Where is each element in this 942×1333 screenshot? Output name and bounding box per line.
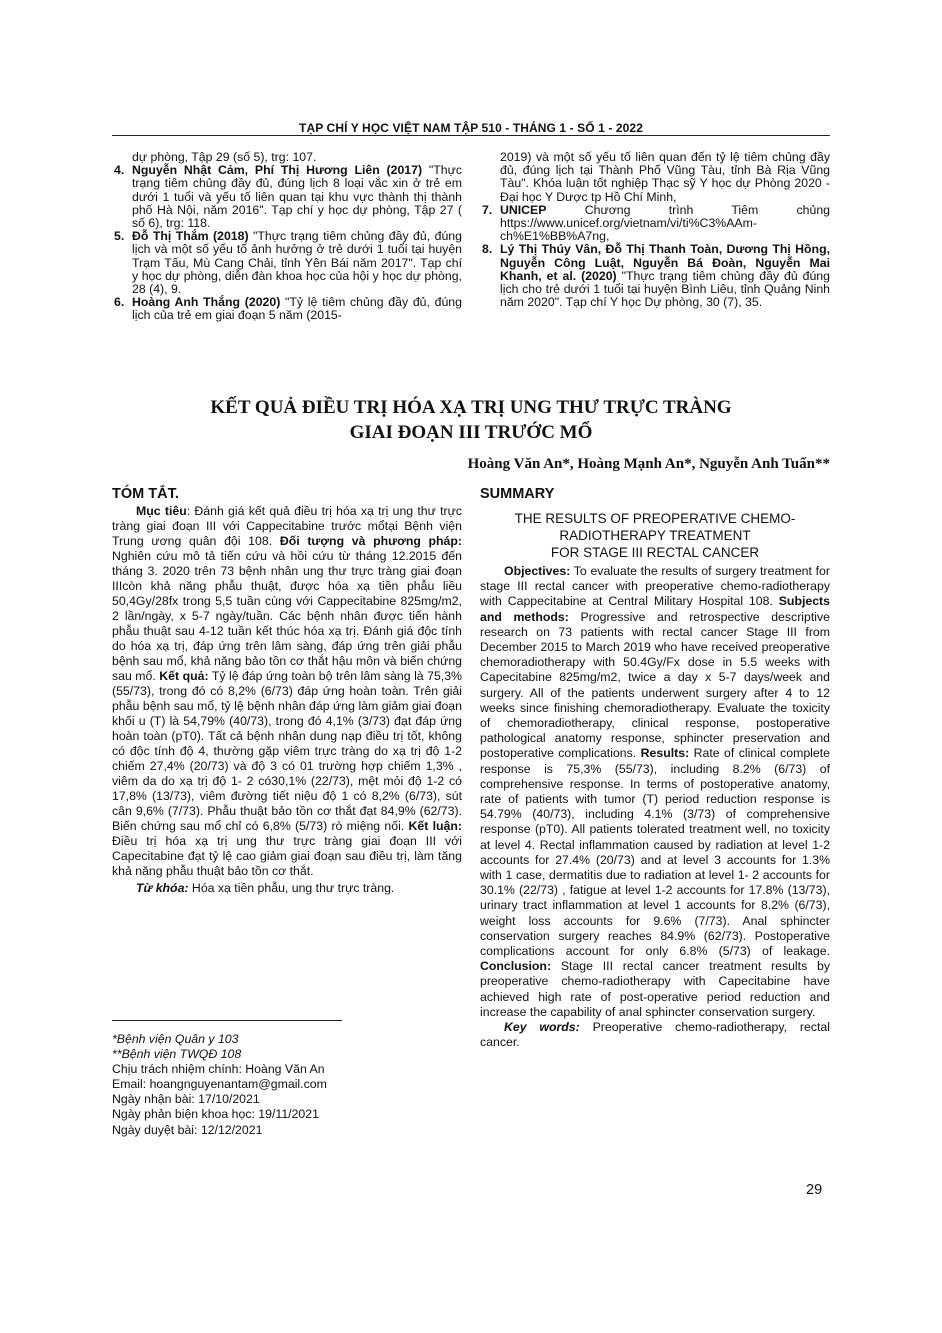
reference-authors: Lý Thị Thúy Vân, Đỗ Thị Thanh Toàn, Dương Thị Hồng, Nguyễn Công Luật, Nguyễn Bá Đoàn, Nguyễn Mai Khanh, et al. (2020) <box>500 242 830 283</box>
methods-text: Nghiên cứu mô tả tiến cứu và hồi cứu từ tháng 12.2015 đến tháng 3. 2020 trên 73 bệnh nhân ung thư trực tràng giai đoạn IIIcòn khả năng phẫu thuật, được hóa xạ tiền phẫu liều 50,4Gy/28fx trong 5,5 tuần cùng với Cappecitabine 825mg/m2, 2 lần/ngày, x 5-7 ngày/tuần. Các bệnh nhân được tiến hành phẫu thuật sau 4-12 tuần kết thúc hóa xạ trị. Đánh giá độc tính do hóa xạ trị, đáp ứng trên lâm sàng, đáp ứng trên giải phẫu bệnh sau mổ, khả năng bảo tồn cơ thắt hậu môn và biến chứng sau mổ. <box>112 549 462 683</box>
footnote-rule <box>112 1020 342 1021</box>
abstract-en-title-line-1: THE RESULTS OF PREOPERATIVE CHEMO- <box>514 511 796 526</box>
date-received: Ngày nhận bài: 17/10/2021 <box>112 1092 260 1107</box>
reference-authors: Hoàng Anh Thắng (2020) <box>132 295 281 310</box>
results-text: Rate of clinical complete response is 75,3% (55/73), including 8.2% (6/73) of comprehensive response. In terms of postoperative anatomy, rate of patients with tumor (T) period reduction response is 54.79% (40/73), including 4.1% (3/73) of comprehensive response (pT0). All patients tolerated treatment well, no toxicity at level 4. Rectal inflammation caused by radiation at level 1-2 accounts for 27.4% (20/73) and at level 3 accounts for 1.3% with 1 case, dermatitis due to radiation at level 1- 2 accounts for 30.1% (22/73) , fatigue at level 1-2 accounts for 17.8% (13/73), urinary tract inflammation at level 1 accounts for 8.2% (6/73), weight loss accounts for 9.6% (7/73). Anal sphincter conservation surgery reaches 84.9% (62/73). Postoperative complications account for only 6.8% (5/73) of leakage. <box>480 746 831 959</box>
abstract-en-title <box>480 510 830 561</box>
reference-number: 8. <box>482 242 493 257</box>
reference-text: "Tỷ lệ tiêm chủng đầy đủ, đúng lịch của trẻ em giai đoạn 5 năm (2015- <box>132 295 462 323</box>
label-methods: Đối tượng và phương pháp: <box>279 534 463 548</box>
affiliation-2: **Bệnh viện TWQĐ 108 <box>112 1047 242 1062</box>
label-keywords: Từ khóa: <box>136 881 189 895</box>
abstract-en-keywords <box>480 1020 830 1050</box>
journal-header: TẠP CHÍ Y HỌC VIỆT NAM TẬP 510 - THÁNG 1 - SỐ 1 - 2022 <box>299 121 643 135</box>
reference-number: 5. <box>114 229 125 244</box>
reference-7 <box>480 204 830 244</box>
article-authors: Hoàng Văn An*, Hoàng Mạnh An*, Nguyễn Anh Tuấn** <box>467 456 830 472</box>
article-title-line-1: KẾT QUẢ ĐIỀU TRỊ HÓA XẠ TRỊ UNG THƯ TRỰC TRÀNG <box>210 397 732 418</box>
reference-8 <box>480 243 830 309</box>
conclusion-text: Điều trị hóa xạ trị ung thư trực tràng giai đoạn III với Capecitabine đạt tỷ lệ cao giảm giai đoạn sau điều trị, làm tăng khả năng phẫu thuật bảo tồn cơ thắt. <box>112 834 462 878</box>
keywords-text: Hóa xạ tiền phẫu, ung thư trực tràng. <box>188 881 395 895</box>
methods-text: Progressive and retrospective descriptive research on 73 patients with rectal cancer Stage III from December 2015 to March 2019 who have received preoperative chemoradiotherapy with 50.4Gy/Fx dose in 5.5 weeks with Capecitabine 825mg/m2, twice a day x 5-7 days/week and surgery. All of the patients underwent surgery after 4 to 12 weeks since finishing chemoradiotherapy. Evaluate the toxicity of chemoradiotherapy, clinical response, postoperative pathological anatomy response, sphincter preservation and postoperative complications. <box>480 609 830 761</box>
keywords-text: Preoperative chemo-radiotherapy, rectal cancer. <box>480 1020 830 1050</box>
results-text: Tỷ lệ đáp ứng toàn bộ trên lâm sàng là 75,3% (55/73), trong đó có 8,2% (6/73) đáp ứng hoàn toàn. Trên giải phẫu bệnh sau mổ, tỷ lệ bệnh nhân đáp ứng làm giảm giai đoạn khối u (T) là 54,79% (40/73), trong đó 4,1% (3/73) đạt đáp ứng hoàn toàn (pT0). Tất cả bệnh nhân dung nạp điều trị tốt, không có độc tính độ 4, thường gặp viêm trực tràng do xạ trị độ 1-2 chiếm 27,4% (20/73) và độ 3 có 01 trường hợp chiếm 1,3% , viêm da do xạ trị độ 1- 2 có30,1% (22/73), mệt mỏi độ 1-2 có 17,8% (13/73), viêm đường tiết niệu độ 1 có 8,2% (6/73), sút cân 9,6% (7/73). Phẫu thuật bảo tồn cơ thắt đạt 84,9% (62/73). Biến chứng sau mổ chỉ có 6,8% (5/73) rò miệng nối. <box>112 669 462 833</box>
reference-4 <box>112 164 462 230</box>
reference-text: Chương trình Tiêm chủng https://www.unicef.org/vietnam/vi/ti%C3%AAm-ch%E1%BB%A7ng, <box>500 202 830 244</box>
abstract-en-heading: SUMMARY <box>480 486 555 502</box>
article-title-line-2: GIAI ĐOẠN III TRƯỚC MỔ <box>349 422 593 443</box>
label-results: Kết quả: <box>159 669 209 683</box>
reference-text: "Thực trạng tiêm chủng đầy đủ đúng lịch cho trẻ dưới 1 tuổi tại huyện Bình Liêu, tỉnh Quảng Ninh năm 2020". Tạp chí Y học Dự phòng, 30 (7), 35. <box>500 268 830 310</box>
objectives-text: To evaluate the results of surgery treatment for stage III rectal cancer with preoperative chemo-radiotherapy with Cappecitabine at Central Military Hospital 108. <box>480 564 830 609</box>
article-title <box>112 395 830 445</box>
reference-text: "Thực trạng tiêm chủng đầy đủ, đúng lịch 8 loại vắc xin ở trẻ em dưới 1 tuổi và yếu tố liên quan tại khu vực thành thị thành phố Hà Nội, năm 2016". Tạp chí y học dự phòng, Tập 27 ( số 6), trg: 118. <box>132 163 462 231</box>
date-reviewed: Ngày phản biện khoa học: 19/11/2021 <box>112 1107 319 1122</box>
reference-number: 6. <box>114 295 125 310</box>
date-approved: Ngày duyệt bài: 12/12/2021 <box>112 1122 263 1137</box>
abstract-vi-heading: TÓM TẮT. <box>112 486 179 502</box>
header-rule <box>112 135 830 136</box>
abstract-vi <box>112 504 462 896</box>
abstract-vi-body <box>112 504 462 879</box>
abstract-en-title-line-3: FOR STAGE III RECTAL CANCER <box>550 545 760 560</box>
reference-number: 4. <box>114 163 125 178</box>
reference-6 <box>112 296 462 322</box>
reference-5 <box>112 230 462 296</box>
conclusion-text: Stage III rectal cancer treatment results by preoperative chemo-radiotherapy with Capecitabine have achieved high rate of post-operative period reduction and increase the capability of anal sphincter conservation surgery. <box>480 959 830 1019</box>
references-left <box>112 151 462 323</box>
label-objectives: Objectives: <box>504 564 571 578</box>
reference-continuation: 2019) và một số yếu tố liên quan đến tỷ lệ tiêm chủng đầy đủ, đúng lịch tại Thành Phố Vũng Tàu, tỉnh Bà Rịa Vũng Tàu". Khóa luận tốt nghiệp Thạc sỹ Y học dự Phòng 2020 - Đại học Y Dược tp Hồ Chí Minh, <box>500 150 830 204</box>
contact-email: Email: hoangnguyenantam@gmail.com <box>112 1077 327 1092</box>
label-conclusion: Conclusion: <box>480 959 552 974</box>
reference-text: "Thực trạng tiêm chủng đầy đủ, đúng lịch và một số yếu tố ảnh hưởng ở trẻ dưới 1 tuổi tại huyện Trạm Tấu, Mù Cang Chải, tỉnh Yên Bái năm 2017". Tạp chí y học dự phòng, diễn đàn khoa học của hội y học dự phòng, 28 (4), 9. <box>132 229 462 297</box>
objective-text: : Đánh giá kết quả điều trị hóa xạ trị ung thư trực tràng giai đoạn III với Cappecitabine trước mổtại Bệnh viện Trung ương quân đội 108. <box>112 504 463 548</box>
reference-authors: Đỗ Thị Thắm (2018) <box>132 229 249 244</box>
label-conclusion: Kết luận: <box>408 819 462 833</box>
footnotes <box>112 1032 412 1138</box>
reference-authors: UNICEP <box>500 202 547 217</box>
label-results: Results: <box>640 746 690 761</box>
reference-continuation: dự phòng, Tập 29 (số 5), trg: 107. <box>132 150 317 164</box>
reference-authors: Nguyễn Nhật Cảm, Phí Thị Hương Liên (2017) <box>132 163 423 178</box>
label-methods: Subjects and methods: <box>480 594 830 624</box>
abstract-vi-keywords <box>112 881 462 896</box>
abstract-en-body <box>480 564 830 1020</box>
responsible-author: Chịu trách nhiệm chính: Hoàng Văn An <box>112 1062 325 1077</box>
reference-number: 7. <box>482 202 493 217</box>
page-number: 29 <box>806 1182 823 1198</box>
references-right <box>480 151 830 309</box>
affiliation-1: *Bệnh viện Quân y 103 <box>112 1032 239 1046</box>
label-objective: Mục tiêu <box>136 504 187 518</box>
abstract-en-title-line-2: RADIOTHERAPY TREATMENT <box>559 528 751 543</box>
label-keywords: Key words: <box>504 1020 580 1035</box>
abstract-en <box>480 564 830 1051</box>
